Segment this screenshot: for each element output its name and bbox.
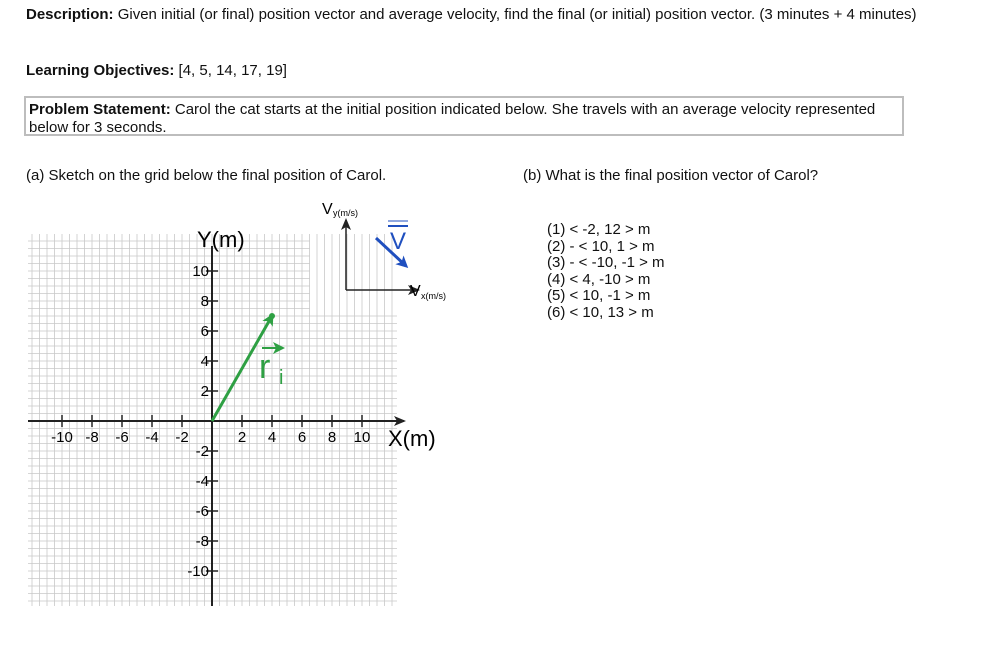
x-tick-label: 8	[327, 429, 337, 446]
y-axis-label: Y(m)	[197, 227, 245, 252]
answer-option[interactable]: (2) - < 10, 1 > m	[547, 237, 655, 255]
y-tick-label: -4	[195, 473, 209, 490]
x-tick-label: -6	[115, 429, 129, 446]
y-tick-label: -6	[195, 503, 209, 520]
description-label: Description:	[26, 6, 114, 23]
objectives-label: Learning Objectives:	[26, 62, 175, 79]
velocity-inset	[322, 201, 446, 301]
answer-option[interactable]: (1) < -2, 12 > m	[547, 221, 651, 238]
x-tick-label: -10	[51, 429, 73, 446]
x-axis-label: X(m)	[388, 426, 436, 451]
position-vector-subscript: i	[279, 367, 284, 389]
vy-subscript: y(m/s)	[333, 208, 358, 218]
y-tick-label: -8	[195, 533, 209, 550]
problem-label: Problem Statement:	[29, 101, 171, 118]
position-vector-label: r	[259, 348, 271, 386]
y-tick-label: -2	[195, 443, 209, 460]
vx-subscript: x(m/s)	[421, 291, 446, 301]
part-b-prompt: (b) What is the final position vector of Carol?	[523, 167, 819, 184]
description-text: Given initial (or final) position vector and average velocity, find the final (or initial) position vector. (3 minutes + 4 minutes)	[117, 6, 917, 23]
answer-option[interactable]: (4) < 4, -10 > m	[547, 270, 651, 288]
vx-label: V	[410, 283, 421, 300]
y-tick-label: 6	[200, 323, 209, 340]
x-tick-label: -2	[175, 429, 189, 446]
part-a-prompt: (a) Sketch on the grid below the final position of Carol.	[26, 167, 387, 184]
y-tick-label: 4	[200, 353, 209, 370]
answer-option[interactable]: (3) - < -10, -1 > m	[547, 254, 665, 271]
y-tick-label: 2	[200, 383, 209, 400]
x-tick-label: -4	[145, 429, 159, 446]
problem-text: Carol the cat starts at the initial position indicated below. She travels with an average velocity represented below for 3 seconds.	[29, 101, 876, 136]
answer-option[interactable]: (6) < 10, 13 > m	[547, 303, 654, 321]
x-tick-label: 10	[353, 429, 371, 446]
vy-label: V	[322, 201, 333, 218]
y-tick-label: 10	[192, 263, 209, 280]
x-tick-label: 4	[267, 429, 277, 446]
position-vector-tip	[269, 313, 275, 319]
x-tick-label: 2	[237, 429, 247, 446]
velocity-vector-label: V	[390, 228, 407, 255]
y-tick-label: 8	[200, 293, 209, 310]
objectives-text: [4, 5, 14, 17, 19]	[178, 62, 287, 79]
answer-option[interactable]: (5) < 10, -1 > m	[547, 287, 651, 304]
y-tick-label: -10	[187, 563, 209, 580]
x-tick-label: 6	[297, 429, 307, 446]
x-tick-label: -8	[85, 429, 99, 446]
